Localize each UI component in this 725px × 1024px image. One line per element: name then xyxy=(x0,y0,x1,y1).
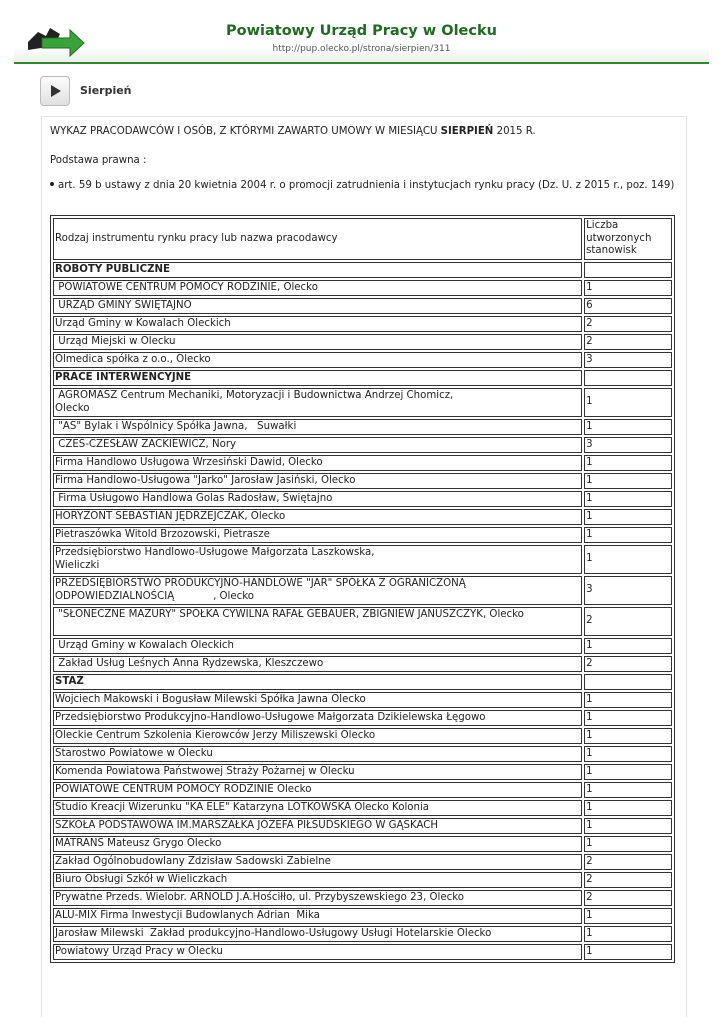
table-row xyxy=(53,638,672,654)
table-row xyxy=(53,509,672,525)
job-count-cell: 1 xyxy=(584,926,672,942)
employer-name-cell: "SŁONECZNE MAZURY" SPÓŁKA CYWILNA RAFAŁ GEBAUER, ZBIGNIEW JANUSZCZYK, Olecko xyxy=(53,607,582,636)
job-count-cell: 2 xyxy=(584,872,672,888)
table-row xyxy=(53,455,672,471)
job-count-cell: 1 xyxy=(584,419,672,435)
site-url: http://pup.olecko.pl/strona/sierpien/311 xyxy=(272,44,451,54)
job-count-cell: 1 xyxy=(584,944,672,960)
employer-name-cell: Pietraszówka Witold Brzozowski, Pietrasze xyxy=(53,527,582,543)
job-count-cell: 1 xyxy=(584,710,672,726)
employer-name-cell: Komenda Powiatowa Państwowej Straży Pożarnej w Olecku xyxy=(53,764,582,780)
table-row xyxy=(53,710,672,726)
job-count-cell: 1 xyxy=(584,782,672,798)
table-row xyxy=(53,388,672,417)
employer-name-cell: Studio Kreacji Wizerunku "KA ELE" Katarzyna LOTKOWSKA Olecko Kolonia xyxy=(53,800,582,816)
job-count-cell: 3 xyxy=(584,352,672,368)
job-count-cell: 2 xyxy=(584,334,672,350)
job-count-cell: 1 xyxy=(584,473,672,489)
employer-name-cell: Firma Handlowo-Usługowa "Jarko" Jarosław Jasiński, Olecko xyxy=(53,473,582,489)
table-row xyxy=(53,334,672,350)
job-count-cell: 1 xyxy=(584,638,672,654)
job-count-cell: 1 xyxy=(584,728,672,744)
bullet-icon xyxy=(50,182,54,186)
legal-basis-item: art. 59 b ustawy z dnia 20 kwietnia 2004 r. o promocji zatrudnienia i instytucjach rynku pracy (Dz. U. z 2015 r., poz. 149) xyxy=(50,180,674,191)
job-count-cell: 1 xyxy=(584,836,672,852)
employer-name-cell: Firma Handlowo Usługowa Wrzesiński Dawid, Olecko xyxy=(53,455,582,471)
job-count-cell: 1 xyxy=(584,545,672,574)
table-row xyxy=(53,872,672,888)
employer-name-cell: Wojciech Makowski i Bogusław Milewski Spółka Jawna Olecko xyxy=(53,692,582,708)
header-col-count: Liczba utworzonych stanowisk xyxy=(584,218,672,260)
job-count-cell: 1 xyxy=(584,455,672,471)
table-row xyxy=(53,746,672,762)
table-row xyxy=(53,692,672,708)
job-count-cell xyxy=(584,674,672,690)
table-row xyxy=(53,491,672,507)
job-count-cell: 1 xyxy=(584,764,672,780)
employer-name-cell: PRZEDSIĘBIORSTWO PRODUKCYJNO-HANDLOWE "JAR" SPÓŁKA Z OGRANICZONĄ ODPOWIEDZIALNOŚCIĄ , Olecko xyxy=(53,576,582,605)
employer-name-cell: Firma Usługowo Handlowa Golas Radosław, Świętajno xyxy=(53,491,582,507)
table-row xyxy=(53,280,672,296)
table-row xyxy=(53,818,672,834)
table-row xyxy=(53,926,672,942)
employer-name-cell: Zakład Usług Leśnych Anna Rydzewska, Kleszczewo xyxy=(53,656,582,672)
header-col-name: Rodzaj instrumentu rynku pracy lub nazwa pracodawcy xyxy=(53,218,582,260)
play-arrow-icon xyxy=(41,77,69,105)
job-count-cell: 1 xyxy=(584,280,672,296)
employer-name-cell: POWIATOWE CENTRUM POMOCY RODZINIE, Olecko xyxy=(53,280,582,296)
job-count-cell: 1 xyxy=(584,800,672,816)
table-row xyxy=(53,419,672,435)
table-row xyxy=(53,890,672,906)
job-count-cell: 3 xyxy=(584,576,672,605)
job-count-cell: 1 xyxy=(584,509,672,525)
table-row xyxy=(53,316,672,332)
employer-name-cell: Zakład Ogólnobudowlany Zdzisław Sadowski Zabielne xyxy=(53,854,582,870)
site-header xyxy=(14,18,709,62)
category-row xyxy=(53,262,672,278)
section-title: Sierpień xyxy=(80,84,132,97)
employer-name-cell: Przedsiębiorstwo Produkcyjno-Handlowo-Usługowe Małgorzata Dzikielewska Łęgowo xyxy=(53,710,582,726)
table-row xyxy=(53,545,672,574)
employer-name-cell: Jarosław Milewski Zakład produkcyjno-Handlowo-Usługowy Usługi Hotelarskie Olecko xyxy=(53,926,582,942)
job-count-cell: 1 xyxy=(584,908,672,924)
job-count-cell xyxy=(584,262,672,278)
table-row xyxy=(53,656,672,672)
table-row xyxy=(53,800,672,816)
employer-name-cell: POWIATOWE CENTRUM POMOCY RODZINIE Olecko xyxy=(53,782,582,798)
employer-name-cell: Powiatowy Urząd Pracy w Olecku xyxy=(53,944,582,960)
table-row xyxy=(53,782,672,798)
employer-name-cell: ROBOTY PUBLICZNE xyxy=(53,262,582,278)
employer-name-cell: Oleckie Centrum Szkolenia Kierowców Jerzy Miliszewski Olecko xyxy=(53,728,582,744)
job-count-cell xyxy=(584,370,672,386)
job-count-cell: 1 xyxy=(584,491,672,507)
table-row xyxy=(53,527,672,543)
employer-name-cell: Urząd Gminy w Kowalach Oleckich xyxy=(53,316,582,332)
table-row xyxy=(53,607,672,636)
table-row xyxy=(53,764,672,780)
table-header-row xyxy=(53,218,672,260)
job-count-cell: 3 xyxy=(584,437,672,453)
table-row xyxy=(53,473,672,489)
job-count-cell: 1 xyxy=(584,527,672,543)
employer-name-cell: MATRANS Mateusz Grygo Olecko xyxy=(53,836,582,852)
job-count-cell: 2 xyxy=(584,316,672,332)
job-count-cell: 2 xyxy=(584,854,672,870)
intro-heading: WYKAZ PRACODAWCÓW I OSÓB, Z KTÓRYMI ZAWARTO UMOWY W MIESIĄCU SIERPIEŃ 2015 R. xyxy=(50,126,536,137)
table-row xyxy=(53,854,672,870)
employer-name-cell: Starostwo Powiatowe w Olecku xyxy=(53,746,582,762)
employer-name-cell: Urząd Gminy w Kowalach Oleckich xyxy=(53,638,582,654)
employer-name-cell: Olmedica spółka z o.o., Olecko xyxy=(53,352,582,368)
employers-table xyxy=(50,215,675,963)
employer-name-cell: AGROMASZ Centrum Mechaniki, Motoryzacji i Budownictwa Andrzej Chomicz, Olecko xyxy=(53,388,582,417)
employer-name-cell: Biuro Obsługi Szkół w Wieliczkach xyxy=(53,872,582,888)
job-count-cell: 1 xyxy=(584,692,672,708)
employer-name-cell: SZKOŁA PODSTAWOWA IM.MARSZAŁKA JÓZEFA PIŁSUDSKIEGO W GĄSKACH xyxy=(53,818,582,834)
table-row xyxy=(53,728,672,744)
job-count-cell: 1 xyxy=(584,818,672,834)
job-count-cell: 2 xyxy=(584,890,672,906)
category-row xyxy=(53,370,672,386)
employer-name-cell: HORYZONT SEBASTIAN JĘDRZEJCZAK, Olecko xyxy=(53,509,582,525)
table-row xyxy=(53,352,672,368)
job-count-cell: 1 xyxy=(584,388,672,417)
employer-name-cell: Prywatne Przeds. Wielobr. ARNOLD J.A.Hościłło, ul. Przybyszewskiego 23, Olecko xyxy=(53,890,582,906)
employer-name-cell: URZĄD GMINY ŚWIĘTAJNO xyxy=(53,298,582,314)
employer-name-cell: Urząd Miejski w Olecku xyxy=(53,334,582,350)
job-count-cell: 2 xyxy=(584,656,672,672)
job-count-cell: 2 xyxy=(584,607,672,636)
category-row xyxy=(53,674,672,690)
site-title[interactable]: Powiatowy Urząd Pracy w Olecku xyxy=(226,23,497,39)
table-row xyxy=(53,298,672,314)
employer-name-cell: "AS" Bylak i Wspólnicy Spółka Jawna, Suwałki xyxy=(53,419,582,435)
employer-name-cell: STAŻ xyxy=(53,674,582,690)
employer-name-cell: PRACE INTERWENCYJNE xyxy=(53,370,582,386)
employer-name-cell: CZEŚ-CZESŁAW ZACKIEWICZ, Nory xyxy=(53,437,582,453)
section-toggle-button[interactable] xyxy=(40,76,70,106)
employer-name-cell: ALU-MIX Firma Inwestycji Budowlanych Adrian Mika xyxy=(53,908,582,924)
table-row xyxy=(53,836,672,852)
job-count-cell: 6 xyxy=(584,298,672,314)
table-row xyxy=(53,437,672,453)
legal-basis-label: Podstawa prawna : xyxy=(50,155,147,166)
employer-name-cell: Przedsiębiorstwo Handlowo-Usługowe Małgorzata Laszkowska, Wieliczki xyxy=(53,545,582,574)
job-count-cell: 1 xyxy=(584,746,672,762)
table-row xyxy=(53,576,672,605)
table-row xyxy=(53,944,672,960)
table-row xyxy=(53,908,672,924)
